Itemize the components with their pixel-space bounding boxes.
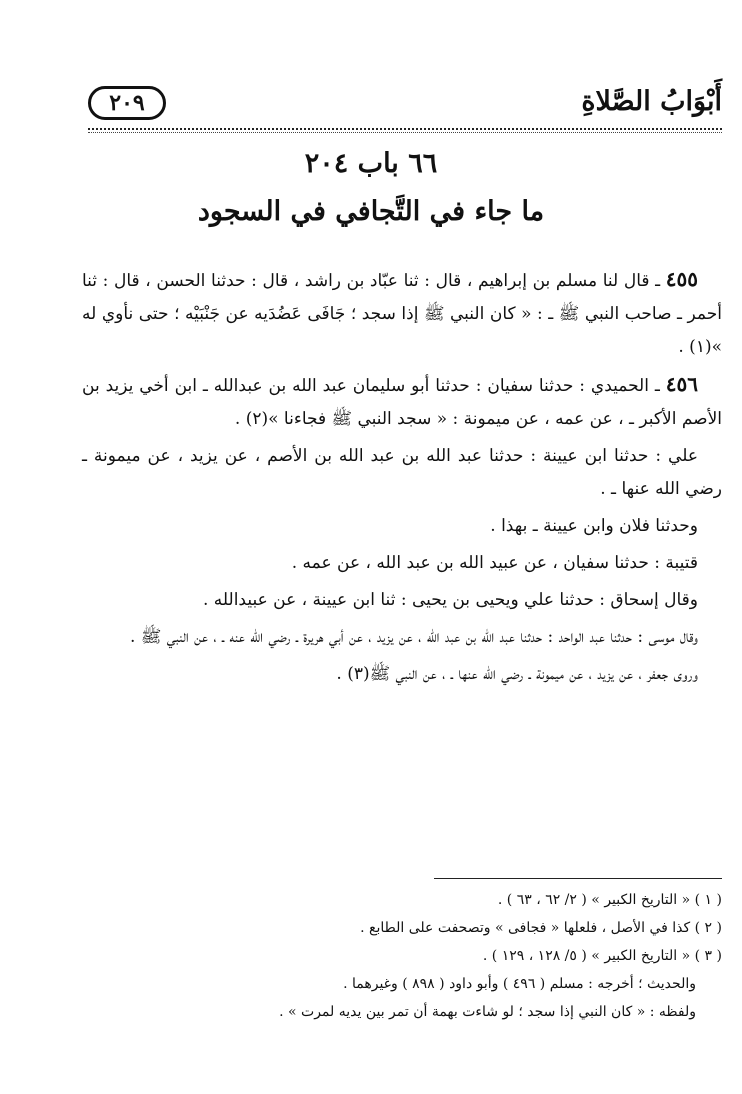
chain-paragraph: علي : حدثنا ابن عيينة : حدثنا عبد الله بن عبد الله بن الأصم ، عن يزيد ، عن ميمونة ـ رضي الله عنها ـ . [82,446,722,499]
chapter-number: ٦٦ باب ٢٠٤ [304,148,438,179]
hadith-paragraph-455 [82,263,722,364]
footnote: ( ٣ ) « التاريخ الكبير » ( ٥/ ١٢٨ ، ١٢٩ ) . [482,948,722,964]
hadith-number: ٤٥٦ [665,372,698,396]
hadith-paragraph-456 [82,368,722,436]
chain-paragraph: وقال موسى : حدثنا عبد الواحد : حدثنا عبد الله بن عبد الله ، عن يزيد ، عن أبي هريرة ـ رضي الله عنه ـ ، عن النبي ﷺ . [130,627,698,647]
hadith-number: ٤٥٥ [665,267,698,291]
footnote: ( ٢ ) كذا في الأصل ، فلعلها « فجافى » وتصحفت على الطابع . [360,920,722,936]
chain-paragraph: وروى جعفر ، عن يزيد ، عن ميمونة ـ رضي الله عنها ـ ، عن النبي ﷺ(٣) . [336,664,698,684]
page-header [88,82,722,134]
header-rule-secondary [88,132,722,133]
chapter-title: ما جاء في التَّجافي في السجود [197,196,545,227]
footnote-continuation: ولفظه : « كان النبي إذا سجد ؛ لو شاءت بهمة أن تمر بين يديه لمرت » . [279,1004,696,1020]
body-text [82,263,722,695]
footnote-rule [434,878,722,879]
page-number: ٢٠٩ [109,90,145,116]
hadith-text: ـ قال لنا مسلم بن إبراهيم ، قال : ثنا عبّاد بن راشد ، قال : حدثنا الحسن ، قال : ثنا أحمر ـ صاحب النبي ﷺ ـ : « كان النبي ﷺ إذا سجد ؛ جَافَى عَضُدَيه عن جَنْبَيْه ؛ حتى نأوي له »(١) . [82,271,722,357]
running-head: أَبْوَابُ الصَّلاةِ [581,86,722,117]
header-rule [88,128,722,130]
chain-paragraph: وحدثنا فلان وابن عيينة ـ بهذا . [490,516,698,536]
footnote-continuation: والحديث ؛ أخرجه : مسلم ( ٤٩٦ ) وأبو داود ( ٨٩٨ ) وغيرهما . [343,976,696,992]
chain-paragraph: وقال إسحاق : حدثنا علي ويحيى بن يحيى : ثنا ابن عيينة ، عن عبيدالله . [202,590,698,610]
footnote: ( ١ ) « التاريخ الكبير » ( ٢/ ٦٢ ، ٦٣ ) . [497,892,722,908]
footnotes [82,886,722,1026]
chain-paragraph: قتيبة : حدثنا سفيان ، عن عبيد الله بن عبد الله ، عن عمه . [291,553,698,573]
hadith-text: ـ الحميدي : حدثنا سفيان : حدثنا أبو سليمان عبد الله بن عبدالله ـ ابن أخي يزيد بن الأصم الأكبر ـ ، عن عمه ، عن ميمونة : « سجد النبي ﷺ فجاءنا »(٢) . [82,376,722,429]
page-number-badge [88,86,166,120]
